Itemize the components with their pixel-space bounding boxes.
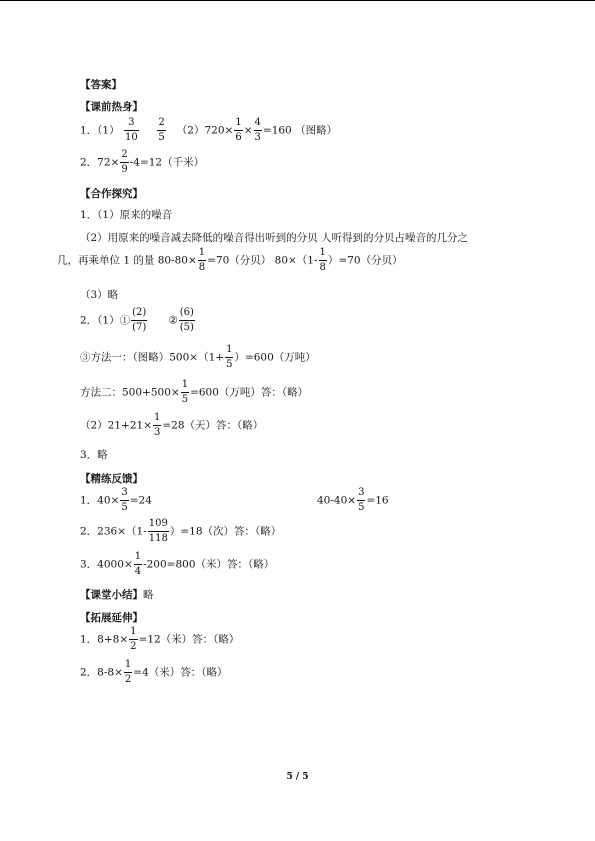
fraction: $\frac{1}{8}$ bbox=[319, 247, 326, 273]
fraction: $\frac{(6)}{(5)}$ bbox=[179, 307, 194, 333]
practice-item-3: 3．4000× $\frac{1}{4}$ -200=800（米）答：（略） bbox=[80, 551, 275, 577]
fraction: $\frac{1}{8}$ bbox=[198, 247, 206, 273]
fraction: $\frac{3}{5}$ bbox=[121, 487, 128, 513]
extend-item-2: 2．8-8× $\frac{1}{2}$ =4（米）答：（略） bbox=[80, 659, 228, 685]
fraction: $\frac{3}{5}$ bbox=[358, 487, 365, 513]
fraction: $\frac{1}{4}$ bbox=[134, 551, 142, 577]
top-rule bbox=[0, 0, 595, 1]
fraction: $\frac{1}{5}$ bbox=[181, 379, 189, 405]
practice-item-1a: 1．40× $\frac{3}{5}$ =24 bbox=[80, 487, 152, 513]
summary-line: 【课堂小结】略 bbox=[80, 589, 154, 601]
practice-item-1b: 40-40× $\frac{3}{5}$ =16 bbox=[317, 487, 389, 513]
heading-answer: 【答案】 bbox=[80, 79, 122, 91]
fraction: $\frac{1}{3}$ bbox=[154, 412, 161, 438]
fraction: $\frac{1}{5}$ bbox=[226, 344, 233, 370]
warmup-item-1: 1．（1） $\frac{3}{10}$ $\frac{2}{5}$ （2）720× $\frac{1}{6}$ × $\frac{4}{3}$ =160 （图略） bbox=[80, 117, 338, 143]
heading-warmup: 【课前热身】 bbox=[80, 101, 143, 113]
explore-line-7: 方法二：500+500× $\frac{1}{5}$ =600（万吨）答：（略） bbox=[80, 379, 309, 405]
explore-line-1: 1．（1）原来的噪音 bbox=[80, 209, 173, 221]
explore-line-4: （3）略 bbox=[80, 289, 119, 301]
fraction: $\frac{2}{5}$ bbox=[158, 117, 165, 143]
explore-line-5: 2．（1）① $\frac{(2)}{(7)}$ ② $\frac{(6)}{(5)}$ bbox=[80, 307, 194, 333]
fraction: $\frac{1}{6}$ bbox=[235, 117, 242, 143]
fraction: $\frac{1}{2}$ bbox=[130, 626, 137, 652]
page-number: 5 / 5 bbox=[286, 772, 309, 782]
explore-line-9: 3．略 bbox=[80, 449, 108, 461]
heading-explore: 【合作探究】 bbox=[80, 188, 143, 200]
heading-extend: 【拓展延伸】 bbox=[80, 612, 143, 624]
fraction: $\frac{(2)}{(7)}$ bbox=[132, 307, 147, 333]
practice-item-2: 2．236×（1- $\frac{109}{118}$ ）=18（次）答：（略） bbox=[80, 518, 282, 544]
heading-practice: 【精练反馈】 bbox=[80, 473, 143, 485]
fraction: $\frac{4}{3}$ bbox=[254, 117, 261, 143]
explore-line-6: ③方法一：（图略）500×（1+ $\frac{1}{5}$ ）=600（万吨） bbox=[80, 344, 316, 370]
fraction: $\frac{1}{2}$ bbox=[124, 659, 132, 685]
explore-line-2: （2）用原来的噪音减去降低的噪音得出听到的分贝 人听得到的分贝占噪音的几分之 bbox=[80, 232, 469, 244]
fraction: $\frac{2}{9}$ bbox=[121, 149, 128, 175]
fraction: $\frac{3}{10}$ bbox=[124, 117, 138, 143]
explore-line-8: （2）21+21× $\frac{1}{3}$ =28（天）答：（略） bbox=[80, 412, 264, 438]
fraction: $\frac{109}{118}$ bbox=[148, 518, 168, 544]
explore-line-3: 几，再乘单位 1 的量 80-80× $\frac{1}{8}$ =70（分贝） 80×（1- $\frac{1}{8}$ ）=70（分贝） bbox=[57, 247, 403, 273]
extend-item-1: 1．8+8× $\frac{1}{2}$ =12（米）答：（略） bbox=[80, 626, 240, 652]
warmup-item-2: 2．72× $\frac{2}{9}$ -4=12（千米） bbox=[80, 149, 205, 175]
